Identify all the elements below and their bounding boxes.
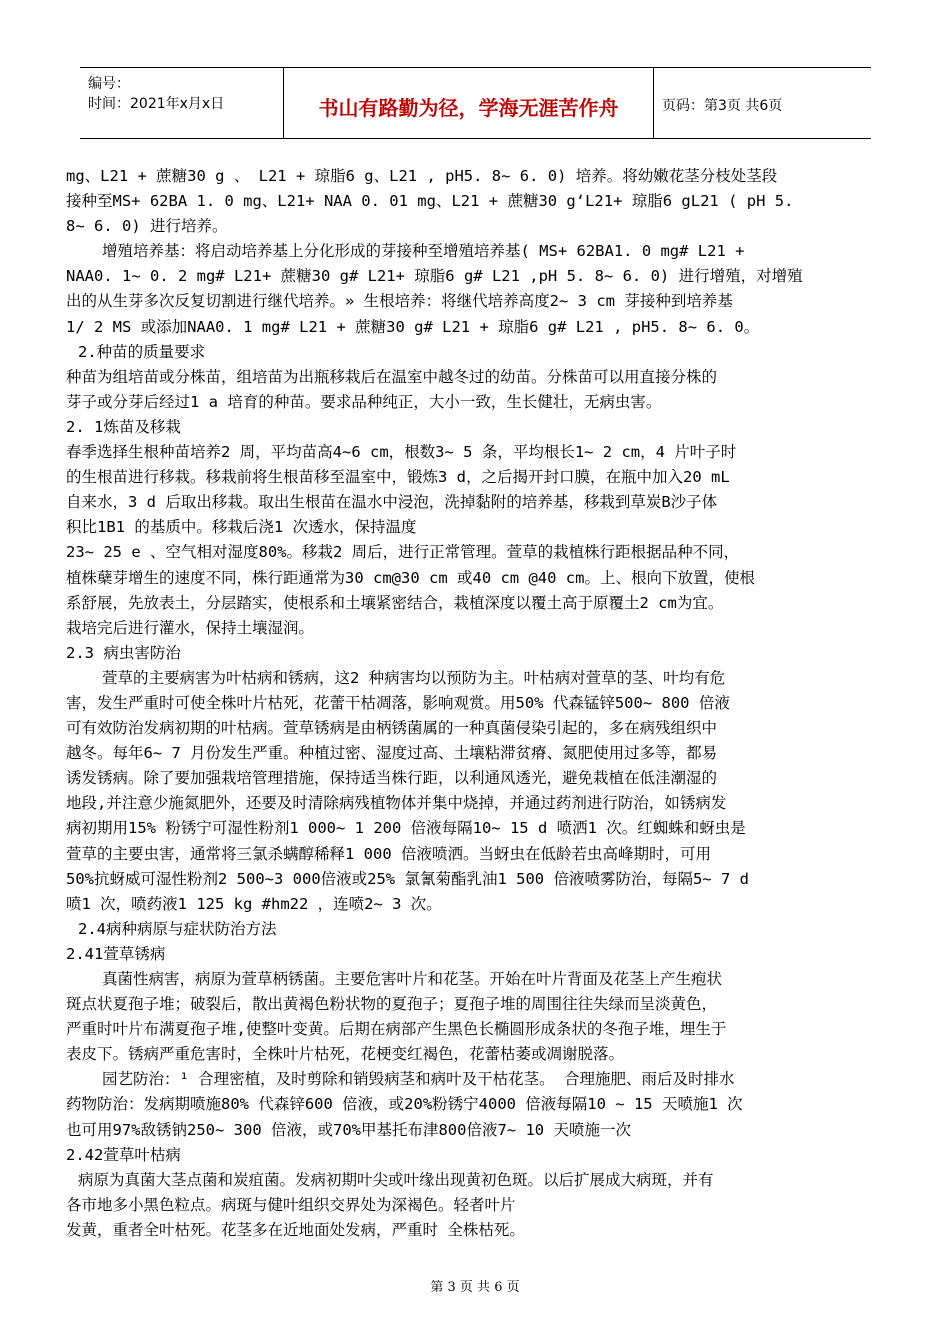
header-page-info: 页码：第3页 共6页 [662,98,783,114]
body-line: 越冬。每年6~ 7 月份发生严重。种植过密、湿度过高、土壤粘滞贫瘠、氮肥使用过多等，都易 [66,744,718,763]
body-line: 表皮下。锈病严重危害时，全株叶片枯死，花梗变红褐色，花蕾枯萎或凋谢脱落。 [66,1045,625,1064]
body-line: 诱发锈病。除了要加强栽培管理措施，保持适当株行距，以利通风透光，避免栽植在低洼潮湿的 [66,769,718,788]
body-line: 增殖培养基：将启动培养基上分化形成的芽接种至增殖培养基( MS+ 62BA1. 0 mg# L21 + [102,242,745,261]
body-line: 春季选择生根种苗培养2 周，平均苗高4~6 cm，根数3~ 5 条，平均根长1~ 2 cm，4 片叶子时 [66,443,737,462]
body-line: 斑点状夏孢子堆；破裂后，散出黄褐色粉状物的夏孢子；夏孢子堆的周围往往失绿而呈淡黄色， [66,995,718,1014]
body-line: 8~ 6. 0) 进行培养。 [66,217,228,236]
body-line: 病原为真菌大茎点菌和炭疽菌。发病初期叶尖或叶缘出现黄初色斑。以后扩展成大病斑，并有 [78,1170,714,1189]
body-line: 出的从生芽多次反复切割进行继代培养。» 生根培养：将继代培养高度2~ 3 cm 芽接种到培养基 [66,292,733,311]
body-line: 喷1 次，喷药液1 125 kg #hm22 ，连喷2~ 3 次。 [66,894,442,913]
section-heading: 2.种苗的质量要求 [78,342,206,361]
body-line: 萱草的主要虫害，通常将三氯杀螨醇稀释1 000 倍液喷洒。当蚜虫在低龄若虫高峰期时，可用 [66,844,711,863]
header-table [80,67,871,139]
body-line: mg、L21 + 蔗糖30 g 、 L21 + 琼脂6 g、L21 , pH5. 8~ 6. 0) 培养。将幼嫩花茎分枝处茎段 [66,167,778,185]
header-meta [80,68,284,138]
section-heading: 2.41萱草锈病 [66,944,166,963]
body-line: 芽子或分芽后经过1 a 培育的种苗。要求品种纯正，大小一致，生长健壮，无病虫害。 [66,392,662,411]
section-heading: 2.42萱草叶枯病 [66,1145,181,1164]
body-line: 积比1B1 的基质中。移栽后浇1 次透水，保持温度 [66,518,417,537]
body-line: 各市地多小黑色粒点。病斑与健叶组织交界处为深褐色。轻者叶片 [66,1195,516,1214]
section-heading: 2.4病种病原与症状防治方法 [78,919,277,938]
body-line: 也可用97%敌锈钠250~ 300 倍液，或70%甲基托布津800倍液7~ 10 天喷施一次 [66,1120,631,1139]
body-line: 药物防治：发病期喷施80% 代森锌600 倍液，或20%粉锈宁4000 倍液每隔10 ~ 15 天喷施1 次 [66,1095,743,1114]
body-line: 栽培完后进行灌水，保持土壤湿润。 [66,618,315,637]
body-line: 1/ 2 MS 或添加NAA0. 1 mg# L21 + 蔗糖30 g# L21 + 琼脂6 g# L21 , pH5. 8~ 6. 0。 [66,317,760,336]
body-line: 种苗为组培苗或分株苗，组培苗为出瓶移栽后在温室中越冬过的幼苗。分株苗可以用直接分株的 [66,367,718,386]
document-body [66,164,896,1243]
body-line: 严重时叶片布满夏孢子堆,使整叶变黄。后期在病部产生黑色长椭圆形成条状的冬孢子堆，埋生于 [66,1020,727,1039]
body-line: 植株蘖芽增生的速度不同，株行距通常为30 cm@30 cm 或40 cm @40 cm。上、根向下放置，使根 [66,568,755,587]
body-line: NAA0. 1~ 0. 2 mg# L21+ 蔗糖30 g# L21+ 琼脂6 g# L21 ,pH 5. 8~ 6. 0) 进行增殖，对增殖 [66,267,803,286]
section-heading: 2.3 病虫害防治 [66,643,181,662]
body-line: 接种至MS+ 62BA 1. 0 mg、L21+ NAA 0. 01 mg、L21 + 蔗糖30 g‘L21+ 琼脂6 gL21 ( pH 5. [66,192,794,211]
body-line: 真菌性病害，病原为萱草柄锈菌。主要危害叶片和花茎。开始在叶片背面及花茎上产生疱状 [102,970,723,988]
body-line: 23~ 25 e 、空气相对湿度80%。移栽2 周后，进行正常管理。萱草的栽植株行距根据品种不同， [66,543,740,562]
body-line: 系舒展，先放表土，分层踏实，使根系和土壤紧密结合，栽植深度以覆土高于原覆土2 cm为宜。 [66,593,724,612]
body-line: 的生根苗进行移栽。移栽前将生根苗移至温室中，锻炼3 d，之后揭开封口膜，在瓶中加入20 mL [66,468,730,487]
header-motto: 书山有路勤为径，学海无涯苦作舟 [284,68,654,138]
body-line: 自来水，3 d 后取出移栽。取出生根苗在温水中浸泡，洗掉黏附的培养基，移栽到草炭B沙子体 [66,493,718,512]
document-number: 编号： [88,76,130,92]
body-line: 病初期用15% 粉锈宁可湿性粉剂1 000~ 1 200 倍液每隔10~ 15 d 喷洒1 次。红蜘蛛和蚜虫是 [66,819,746,838]
body-line: 害，发生严重时可使全株叶片枯死，花蕾干枯凋落，影响观赏。用50% 代森锰锌500~ 800 倍液 [66,693,730,712]
body-line: 园艺防治：¹ 合理密植，及时剪除和销毁病茎和病叶及干枯花茎。 合理施肥、雨后及时排水 [102,1070,735,1089]
body-line: 可有效防治发病初期的叶枯病。萱草锈病是由柄锈菌属的一种真菌侵染引起的，多在病残组织中 [66,719,718,738]
section-heading: 2. 1炼苗及移栽 [66,417,181,436]
body-line: 发黄，重者全叶枯死。花茎多在近地面处发病，严重时 全株枯死。 [66,1220,525,1239]
page-footer: 第 3 页 共 6 页 [430,1280,520,1295]
body-line: 地段,并注意少施氮肥外，还要及时清除病残植物体并集中烧掉，并通过药剂进行防治，如锈病发 [66,794,727,813]
body-line: 50%抗蚜威可湿性粉剂2 500~3 000倍液或25% 氯氰菊酯乳油1 500 倍液喷雾防治，每隔5~ 7 d [66,869,749,888]
document-time: 时间：2021年x月x日 [88,96,225,112]
body-line: 萱草的主要病害为叶枯病和锈病，这2 种病害均以预防为主。叶枯病对萱草的茎、叶均有危 [102,668,726,687]
